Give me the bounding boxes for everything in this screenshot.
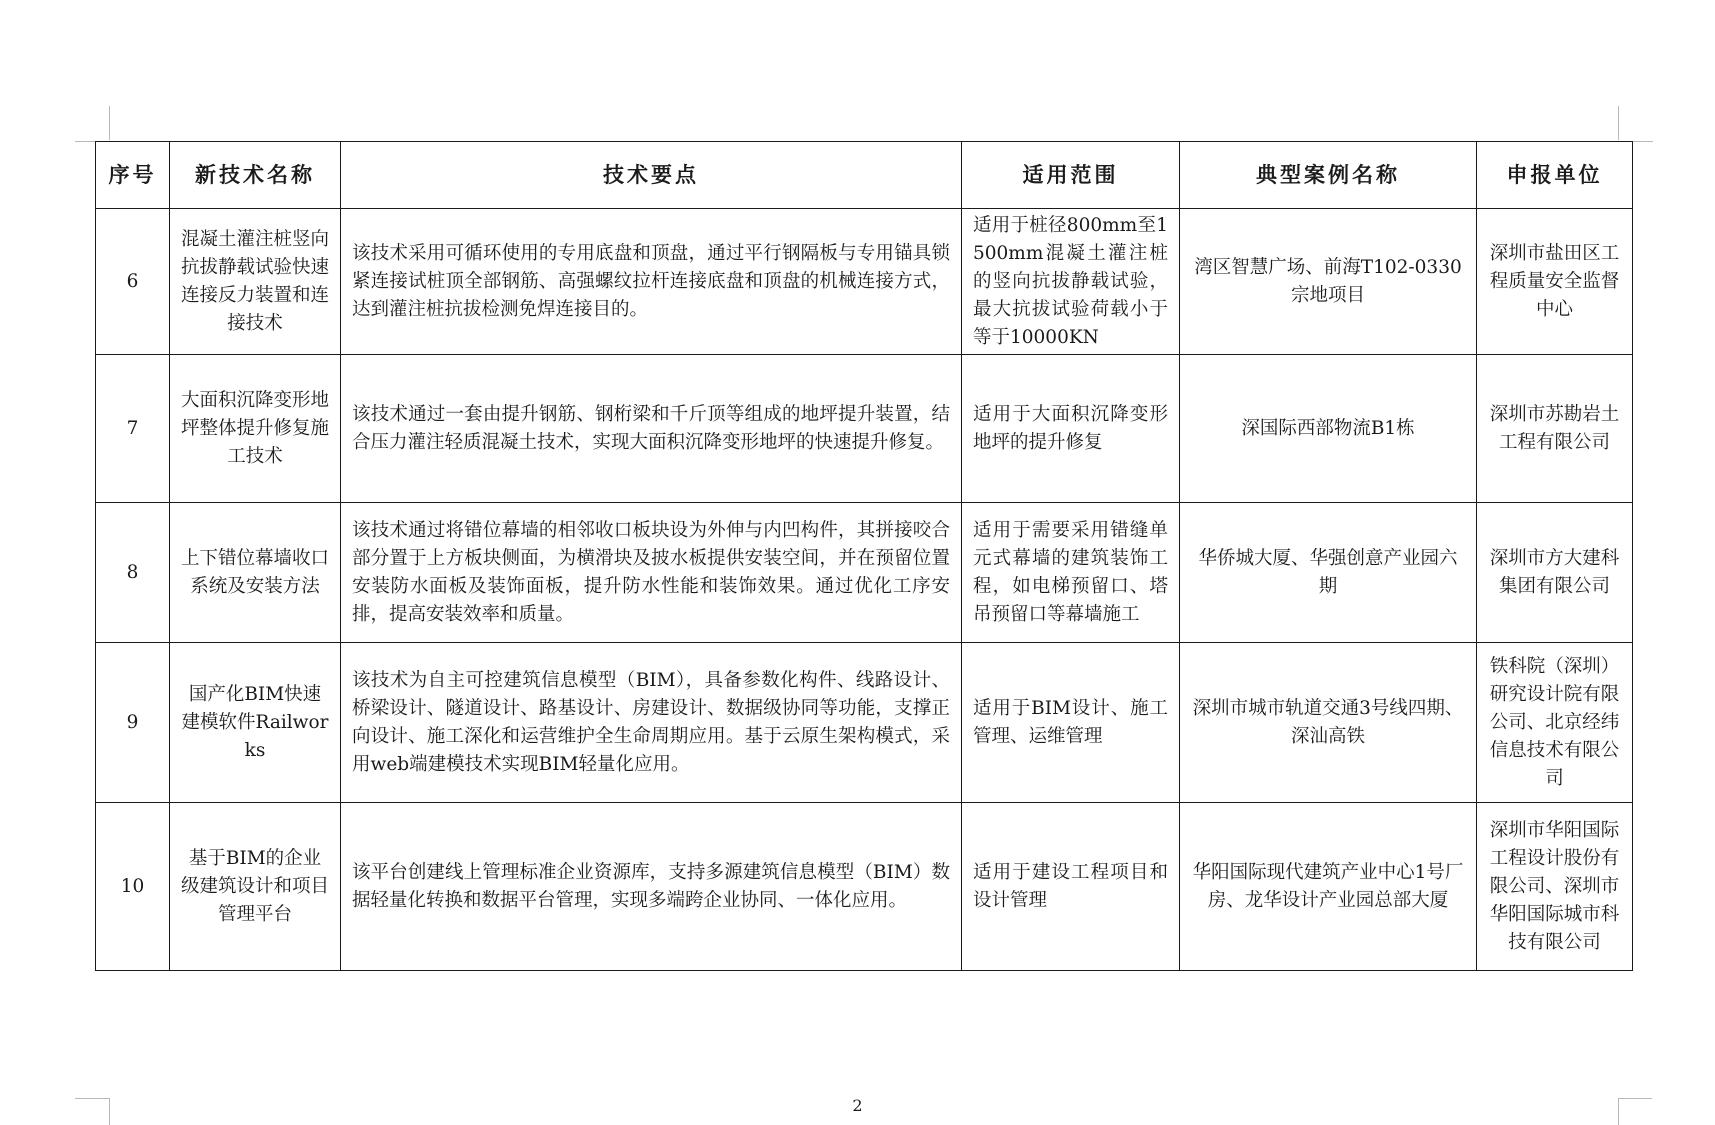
- row-tech-name: 大面积沉降变形地坪整体提升修复施工技术: [170, 355, 341, 503]
- row-tech-points: 该平台创建线上管理标准企业资源库，支持多源建筑信息模型（BIM）数据轻量化转换和数据平台管理，实现多端跨企业协同、一体化应用。: [341, 803, 962, 971]
- row-tech-name: 上下错位幕墙收口系统及安装方法: [170, 503, 341, 643]
- header-cases: 典型案例名称: [1180, 142, 1477, 209]
- row-tech-name: 国产化BIM快速建模软件Railworks: [170, 643, 341, 803]
- row-no: 6: [96, 209, 170, 355]
- table-header-row: [96, 142, 1633, 209]
- row-no: 8: [96, 503, 170, 643]
- row-tech-points: 该技术通过将错位幕墙的相邻收口板块设为外伸与内凹构件，其拼接咬合部分置于上方板块侧面，为横滑块及披水板提供安装空间，并在预留位置安装防水面板及装饰面板，提升防水性能和装饰效果。通过优化工序安排，提高安装效率和质量。: [341, 503, 962, 643]
- row-cases: 深圳市城市轨道交通3号线四期、深汕高铁: [1180, 643, 1477, 803]
- row-tech-name: 混凝土灌注桩竖向抗拔静载试验快速连接反力装置和连接技术: [170, 209, 341, 355]
- header-scope: 适用范围: [962, 142, 1180, 209]
- row-tech-name: 基于BIM的企业级建筑设计和项目管理平台: [170, 803, 341, 971]
- table-row: [96, 803, 1633, 971]
- header-tech-points: 技术要点: [341, 142, 962, 209]
- header-unit: 申报单位: [1477, 142, 1633, 209]
- row-cases: 湾区智慧广场、前海T102-0330宗地项目: [1180, 209, 1477, 355]
- technology-table: [95, 141, 1633, 971]
- row-cases: 深国际西部物流B1栋: [1180, 355, 1477, 503]
- row-no: 7: [96, 355, 170, 503]
- row-tech-points: 该技术通过一套由提升钢筋、钢桁梁和千斤顶等组成的地坪提升装置，结合压力灌注轻质混凝土技术，实现大面积沉降变形地坪的快速提升修复。: [341, 355, 962, 503]
- row-no: 9: [96, 643, 170, 803]
- header-no: 序号: [96, 142, 170, 209]
- row-unit: 深圳市华阳国际工程设计股份有限公司、深圳市华阳国际城市科技有限公司: [1477, 803, 1633, 971]
- row-cases: 华阳国际现代建筑产业中心1号厂房、龙华设计产业园总部大厦: [1180, 803, 1477, 971]
- row-scope: 适用于大面积沉降变形地坪的提升修复: [962, 355, 1180, 503]
- table-row: [96, 503, 1633, 643]
- table-row: [96, 355, 1633, 503]
- header-tech-name: 新技术名称: [170, 142, 341, 209]
- row-scope: 适用于建设工程项目和设计管理: [962, 803, 1180, 971]
- row-no: 10: [96, 803, 170, 971]
- row-unit: 深圳市苏勘岩土工程有限公司: [1477, 355, 1633, 503]
- crop-mark: [109, 106, 110, 140]
- row-tech-points: 该技术为自主可控建筑信息模型（BIM），具备参数化构件、线路设计、桥梁设计、隧道设计、路基设计、房建设计、数据级协同等功能，支撑正向设计、施工深化和运营维护全生命周期应用。基于云原生架构模式，采用web端建模技术实现BIM轻量化应用。: [341, 643, 962, 803]
- row-tech-points: 该技术采用可循环使用的专用底盘和顶盘，通过平行钢隔板与专用锚具锁紧连接试桩顶全部钢筋、高强螺纹拉杆连接底盘和顶盘的机械连接方式，达到灌注桩抗拔检测免焊连接目的。: [341, 209, 962, 355]
- row-unit: 铁科院（深圳）研究设计院有限公司、北京经纬信息技术有限公司: [1477, 643, 1633, 803]
- table-row: [96, 209, 1633, 355]
- row-scope: 适用于BIM设计、施工管理、运维管理: [962, 643, 1180, 803]
- row-unit: 深圳市盐田区工程质量安全监督中心: [1477, 209, 1633, 355]
- row-unit: 深圳市方大建科集团有限公司: [1477, 503, 1633, 643]
- table-row: [96, 643, 1633, 803]
- row-cases: 华侨城大厦、华强创意产业园六期: [1180, 503, 1477, 643]
- row-scope: 适用于桩径800mm至1500mm混凝土灌注桩的竖向抗拔静载试验，最大抗拔试验荷载小于等于10000KN: [962, 209, 1180, 355]
- crop-mark: [1618, 106, 1619, 140]
- page-number: 2: [852, 1096, 863, 1115]
- row-scope: 适用于需要采用错缝单元式幕墙的建筑装饰工程，如电梯预留口、塔吊预留口等幕墙施工: [962, 503, 1180, 643]
